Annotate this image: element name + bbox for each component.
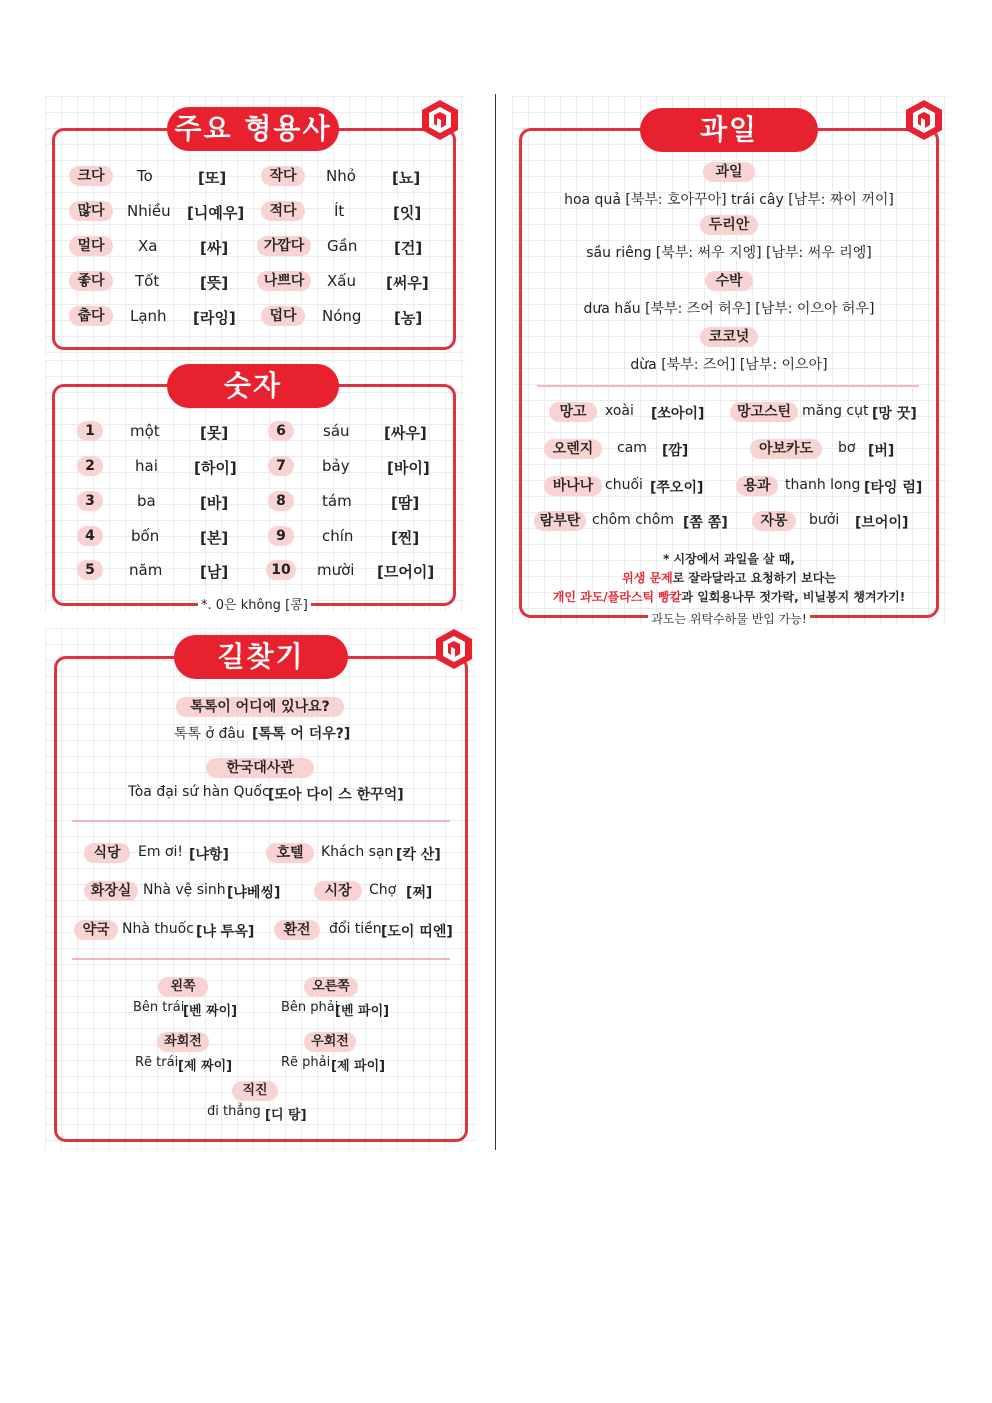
fruit-pron: [망 꿋] bbox=[872, 406, 917, 422]
direction-vi-right: Bên phải bbox=[281, 1000, 339, 1015]
direction-vi-left-turn: Rẽ trái bbox=[135, 1055, 179, 1070]
place-ko: 약국 bbox=[74, 920, 118, 940]
place-vi: đổi tiền bbox=[329, 921, 382, 937]
adjective-pron: [라잉] bbox=[193, 309, 236, 327]
fruit-pron: [타잉 럼] bbox=[864, 480, 923, 496]
fruit-vi: măng cụt bbox=[802, 403, 869, 419]
fruit-vi: xoài bbox=[605, 403, 634, 419]
page-divider-line bbox=[495, 94, 496, 1150]
place-ko: 호텔 bbox=[266, 843, 314, 863]
direction-pron-left: [벤 짜이] bbox=[183, 1004, 238, 1019]
direction-ko-right: 오른쪽 bbox=[304, 977, 358, 997]
number-digit: 8 bbox=[268, 491, 294, 511]
fruit-vi: thanh long bbox=[785, 477, 861, 493]
adjective-vi: Xa bbox=[138, 237, 158, 255]
place-pron: [칵 산] bbox=[396, 847, 441, 863]
number-vi: bảy bbox=[322, 457, 350, 475]
fruits-note-line-2 bbox=[530, 569, 928, 586]
number-digit: 2 bbox=[77, 456, 103, 476]
adjective-vi: Xấu bbox=[327, 272, 356, 290]
place-vi: Khách sạn bbox=[321, 844, 394, 860]
number-vi: một bbox=[130, 422, 160, 440]
number-digit: 1 bbox=[77, 421, 103, 441]
fruit-ko: 두리안 bbox=[700, 215, 758, 235]
fruits-title: 과일 bbox=[640, 108, 818, 152]
fruit-ko: 망고 bbox=[549, 402, 597, 422]
fruits-note-highlight: 위생 문제 bbox=[622, 571, 673, 585]
fruits-note-text: 과 일회용나무 젓가락, 비닐봉지 챙겨가기! bbox=[681, 590, 906, 604]
brand-logo-icon bbox=[904, 98, 944, 142]
question-vi: Tòa đại sứ hàn Quốc bbox=[128, 784, 270, 800]
adjective-pron: [뇨] bbox=[392, 169, 421, 187]
fruit-line: dưa hấu [북부: 즈어 허우] [남부: 이으아 허우] bbox=[583, 301, 875, 317]
adjective-ko: 덥다 bbox=[261, 306, 305, 326]
number-vi: tám bbox=[322, 492, 352, 510]
fruit-vi: cam bbox=[617, 440, 647, 456]
question-pron: [또아 다이 스 한꾸억] bbox=[268, 787, 404, 803]
direction-ko-left: 왼쪽 bbox=[158, 977, 208, 997]
brand-logo-icon bbox=[434, 627, 474, 671]
adjective-ko: 크다 bbox=[69, 166, 113, 186]
adjective-vi: Tốt bbox=[135, 272, 160, 290]
adjective-pron: [싸] bbox=[200, 239, 229, 257]
adjective-vi: Nóng bbox=[322, 307, 362, 325]
fruit-pron: [쭈오이] bbox=[650, 480, 704, 496]
number-vi: bốn bbox=[131, 527, 160, 545]
adjective-ko: 가깝다 bbox=[257, 236, 311, 256]
fruits-note-line-3 bbox=[530, 588, 928, 605]
place-ko: 화장실 bbox=[84, 881, 138, 901]
direction-vi-right-turn: Rẽ phải bbox=[281, 1055, 331, 1070]
adjective-ko: 멀다 bbox=[69, 236, 113, 256]
fruit-ko: 망고스틴 bbox=[730, 402, 798, 422]
adjective-vi: Nhiều bbox=[127, 202, 171, 220]
adjective-pron: [농] bbox=[394, 309, 423, 327]
number-digit: 9 bbox=[268, 526, 294, 546]
fruit-ko: 자몽 bbox=[752, 511, 796, 531]
adjectives-title: 주요 형용사 bbox=[167, 107, 339, 151]
fruit-ko: 람부탄 bbox=[534, 511, 586, 531]
fruit-pron: [브어이] bbox=[855, 515, 909, 531]
section-divider bbox=[537, 385, 919, 387]
place-vi: Nhà vệ sinh bbox=[143, 882, 226, 898]
direction-vi-straight: đi thẳng bbox=[207, 1104, 261, 1119]
fruits-note-line-1: * 시장에서 과일을 살 때, bbox=[663, 552, 795, 566]
place-ko: 식당 bbox=[84, 843, 130, 863]
number-vi: mười bbox=[317, 561, 355, 579]
place-ko: 시장 bbox=[314, 881, 362, 901]
adjective-pron: [뜻] bbox=[200, 274, 229, 292]
number-vi: năm bbox=[129, 561, 163, 579]
fruits-note-line-4 bbox=[530, 610, 928, 627]
fruit-ko: 바나나 bbox=[544, 476, 602, 496]
number-pron: [바] bbox=[200, 494, 229, 512]
place-pron: [쩌] bbox=[406, 885, 433, 901]
direction-pron-right-turn: [제 파이] bbox=[331, 1059, 386, 1074]
number-pron: [하이] bbox=[194, 459, 237, 477]
number-digit: 10 bbox=[266, 560, 296, 580]
adjective-vi: Nhỏ bbox=[326, 167, 356, 185]
direction-pron-straight: [디 탕] bbox=[265, 1108, 307, 1123]
fruit-line: hoa quả [북부: 호아꾸아] trái cây [남부: 짜이 꺼이] bbox=[564, 192, 894, 208]
section-divider bbox=[72, 958, 450, 960]
direction-ko-right-turn: 우회전 bbox=[304, 1032, 356, 1052]
number-pron: [남] bbox=[200, 563, 229, 581]
fruit-pron: [쫌 쫌] bbox=[683, 515, 728, 531]
adjective-vi: Gần bbox=[327, 237, 358, 255]
fruit-pron: [쏘아이] bbox=[651, 406, 705, 422]
adjective-ko: 춥다 bbox=[69, 306, 113, 326]
fruit-ko: 코코넛 bbox=[700, 327, 758, 347]
number-digit: 7 bbox=[268, 456, 294, 476]
question-ko: 한국대사관 bbox=[206, 758, 314, 778]
fruit-ko: 과일 bbox=[703, 162, 755, 182]
adjective-vi: To bbox=[137, 167, 153, 185]
fruit-pron: [깜] bbox=[662, 443, 689, 459]
number-vi: sáu bbox=[323, 422, 350, 440]
number-pron: [싸우] bbox=[384, 424, 427, 442]
adjective-pron: [니예우] bbox=[187, 204, 245, 222]
fruit-line: sầu riêng [북부: 써우 지엥] [남부: 써우 리엥] bbox=[586, 245, 872, 261]
fruit-ko: 아보카도 bbox=[750, 439, 822, 459]
adjective-ko: 많다 bbox=[69, 201, 113, 221]
number-vi: hai bbox=[135, 457, 158, 475]
place-pron: [냐베씽] bbox=[227, 885, 281, 901]
fruit-line: dừa [북부: 즈어] [남부: 이으아] bbox=[630, 357, 828, 373]
adjective-pron: [잇] bbox=[393, 204, 422, 222]
adjective-pron: [써우] bbox=[386, 274, 429, 292]
adjective-ko: 좋다 bbox=[69, 271, 113, 291]
number-digit: 3 bbox=[77, 491, 103, 511]
place-pron: [냐 투옥] bbox=[196, 924, 255, 940]
question-pron: [톡톡 어 더우?] bbox=[252, 726, 351, 742]
question-vi: 톡톡 ở đâu bbox=[174, 726, 245, 742]
fruit-vi: bưởi bbox=[809, 512, 840, 528]
adjective-pron: [건] bbox=[394, 239, 423, 257]
numbers-title: 숫자 bbox=[167, 364, 339, 408]
number-digit: 4 bbox=[77, 526, 103, 546]
fruits-note-text: 로 잘라달라고 요청하기 보다는 bbox=[672, 571, 836, 585]
place-pron: [냐항] bbox=[189, 847, 229, 863]
adjective-vi: Ít bbox=[334, 202, 345, 220]
number-pron: [므어이] bbox=[377, 563, 435, 581]
section-divider bbox=[72, 820, 450, 822]
place-vi: Em ơi! bbox=[138, 844, 184, 860]
number-digit: 5 bbox=[77, 560, 103, 580]
number-vi: ba bbox=[137, 492, 156, 510]
adjective-ko: 나쁘다 bbox=[257, 271, 311, 291]
place-pron: [도이 띠엔] bbox=[381, 924, 453, 940]
number-vi: chín bbox=[322, 527, 354, 545]
fruit-ko: 수박 bbox=[705, 271, 753, 291]
adjective-pron: [또] bbox=[198, 169, 227, 187]
adjective-ko: 적다 bbox=[261, 201, 305, 221]
place-ko: 환전 bbox=[274, 920, 320, 940]
number-digit: 6 bbox=[268, 421, 294, 441]
fruits-note-highlight: 개인 과도/플라스틱 빵칼 bbox=[552, 590, 682, 604]
number-pron: [땀] bbox=[391, 494, 420, 512]
number-pron: [찐] bbox=[391, 529, 420, 547]
adjective-vi: Lạnh bbox=[130, 307, 167, 325]
fruit-vi: chôm chôm bbox=[592, 512, 674, 528]
question-ko: 톡톡이 어디에 있나요? bbox=[176, 697, 344, 717]
directions-title: 길찾기 bbox=[174, 635, 348, 679]
fruit-vi: chuối bbox=[605, 477, 643, 493]
direction-ko-straight: 직진 bbox=[232, 1081, 278, 1101]
fruit-ko: 오렌지 bbox=[544, 439, 602, 459]
number-pron: [바이] bbox=[387, 459, 430, 477]
direction-pron-right: [벤 파이] bbox=[335, 1004, 390, 1019]
fruit-ko: 용과 bbox=[736, 476, 778, 496]
number-pron: [못] bbox=[200, 424, 229, 442]
fruit-pron: [버] bbox=[868, 443, 895, 459]
adjective-ko: 작다 bbox=[261, 166, 305, 186]
place-vi: Nhà thuốc bbox=[122, 921, 194, 937]
numbers-note: *. 0은 không [콩] bbox=[198, 594, 311, 613]
direction-ko-left-turn: 좌회전 bbox=[157, 1032, 209, 1052]
fruits-note-footer: 과도는 위탁수하물 반입 가능! bbox=[648, 612, 809, 626]
fruit-vi: bơ bbox=[838, 440, 856, 456]
brand-logo-icon bbox=[420, 98, 460, 142]
place-vi: Chợ bbox=[369, 882, 397, 898]
direction-vi-left: Bên trái bbox=[133, 1000, 185, 1015]
number-pron: [본] bbox=[200, 529, 229, 547]
direction-pron-left-turn: [제 짜이] bbox=[178, 1059, 233, 1074]
